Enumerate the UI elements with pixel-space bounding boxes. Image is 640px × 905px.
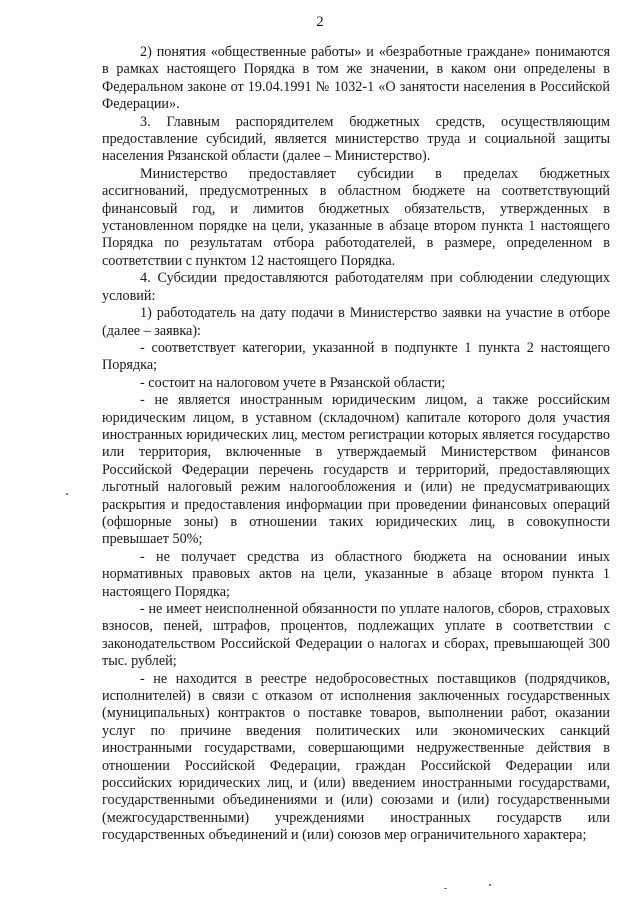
list-item-no-other-funds: - не получает средства из областного бюджета на основании иных нормативных правовых актов на цели, указанные в абзаце втором пункта 1 настоящего Порядка; <box>102 548 610 600</box>
paragraph-employer-requirements: 1) работодатель на дату подачи в Министерство заявки на участие в отборе (далее – заявка): <box>102 305 610 339</box>
paragraph-main-distributor: 3. Главным распорядителем бюджетных средств, осуществляющим предоставление субсидий, является министерство труда и социальной защиты населения Рязанской области (далее – Министерство). <box>102 113 610 165</box>
paragraph-ministry-budget: Министерство предоставляет субсидии в пределах бюджетных ассигнований, предусмотренных в областном бюджете на соответствующий финансовый год, и лимитов бюджетных обязательств, утвержденных в установленном порядке на цели, указанные в абзаце втором пункта 1 настоящего Порядка по результатам отбора работодателей, в размере, определенном в соответствии с пунктом 12 настоящего Порядка. <box>102 165 610 269</box>
paragraph-definitions: 2) понятия «общественные работы» и «безработные граждане» понимаются в рамках настоящего Порядка в том же значении, в каком они определены в Федеральном законе от 19.04.1991 № 1032-1 «О занятости населения в Российской Федерации». <box>102 44 610 113</box>
scan-speck <box>444 888 447 889</box>
paragraph-conditions-intro: 4. Субсидии предоставляются работодателям при соблюдении следующих условий: <box>102 270 610 304</box>
document-body <box>102 44 610 845</box>
list-item-tax-registration: - состоит на налоговом учете в Рязанской области; <box>140 374 446 391</box>
page-number: 2 <box>316 14 324 30</box>
list-item-unreliable-suppliers: - не находится в реестре недобросовестных поставщиков (подрядчиков, исполнителей) в связи с отказом от исполнения заключенных государственных (муниципальных) контрактов о поставке товаров, выполнении работ, оказании услуг по причине введения политических или экономических санкций иностранными государствами, совершающими недружественные действия в отношении Российской Федерации, граждан Российской Федерации или российских юридических лиц, и (или) введением иностранными государствами, государственными объединениями и (или) союзами и (или) государственными (межгосударственными) учреждениями иностранных государств или государственных объединений и (или) союзов мер ограничительного характера; <box>102 670 610 844</box>
list-item-foreign-entity: - не является иностранным юридическим лицом, а также российским юридическим лицом, в уставном (складочном) капитале которого доля участия иностранных юридических лиц, местом регистрации которых является государство или территория, включенные в утверждаемый Министерством финансов Российской Федерации перечень государств и территорий, предоставляющих льготный налоговый режим налогообложения и (или) не предусматривающих раскрытия и предоставления информации при проведении финансовых операций (офшорные зоны) в отношении таких юридических лиц, в совокупности превышает 50%; <box>102 392 610 548</box>
list-item-category: - соответствует категории, указанной в подпункте 1 пункта 2 настоящего Порядка; <box>102 339 610 374</box>
list-item-tax-debt: - не имеет неисполненной обязанности по уплате налогов, сборов, страховых взносов, пеней, штрафов, процентов, подлежащих уплате в соответствии с законодательством Российской Федерации о налогах и сборах, превышающей 300 тыс. рублей; <box>102 601 610 670</box>
scan-speck <box>489 884 491 886</box>
scan-speck <box>66 493 68 495</box>
